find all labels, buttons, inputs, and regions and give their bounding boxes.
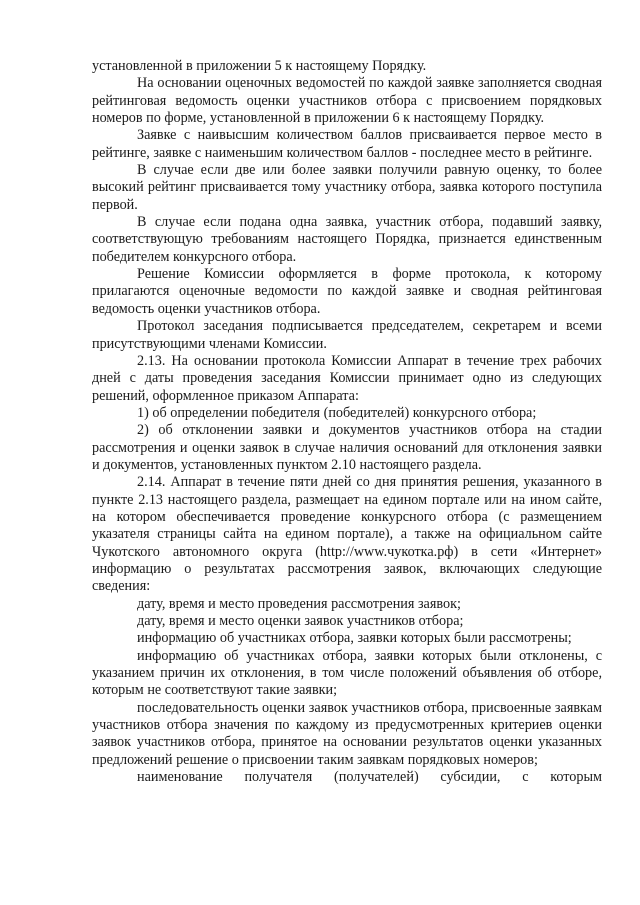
list-item-rejected-participants: информацию об участниках отбора, заявки которых были отклонены, с указанием причин их отклонения, в том числе положений объявления об отборе, которым не соответствуют такие заявки; [92,647,602,699]
list-item-review-datetime: дату, время и место проведения рассмотрения заявок; [137,595,461,612]
list-item-reviewed-participants: информацию об участниках отбора, заявки которых были рассмотрены; [137,630,572,647]
paragraph-section-2-14: 2.14. Аппарат в течение пяти дней со дня принятия решения, указанного в пункте 2.13 настоящего раздела, размещает на едином портале или на ином сайте, на котором обеспечивается проведение конкурсного отбора (с размещением указателя страницы сайта на едином портале), а также на официальном сайте Чукотского автономного округа (http://www.чукотка.рф) в сети «Интернет» информацию о результатах рассмотрения заявок, включающих следующие сведения: [92,474,602,595]
paragraph-summary-sheet: На основании оценочных ведомостей по каждой заявке заполняется сводная рейтинговая ведомость оценки участников отбора с присвоением порядковых номеров по форме, установленной в приложении 6 к настоящему Порядку. [92,75,602,127]
list-item-decision-1: 1) об определении победителя (победителей) конкурсного отбора; [137,404,537,421]
list-item-evaluation-datetime: дату, время и место оценки заявок участников отбора; [137,613,464,629]
paragraph-single-application: В случае если подана одна заявка, участник отбора, подавший заявку, соответствующую требованиям настоящего Порядка, признается единственным победителем конкурсного отбора. [92,214,602,265]
list-item-decision-2: 2) об отклонении заявки и документов участников отбора на стадии рассмотрения и оценки заявок в случае наличия оснований для отклонения заявки и документов, установленных пунктом 2.10 настоящего раздела. [92,422,602,473]
list-item-recipient-name: наименование получателя (получателей) субсидии, с которым [137,769,602,786]
document-page [92,58,602,786]
paragraph-commission-decision: Решение Комиссии оформляется в форме протокола, к которому прилагаются оценочные ведомости по каждой заявке и сводная рейтинговая ведомость оценки участников отбора. [92,266,602,317]
paragraph-ranking: Заявке с наивысшим количеством баллов присваивается первое место в рейтинге, заявке с наименьшим количеством баллов - последнее место в рейтинге. [92,127,602,161]
list-item-evaluation-sequence: последовательность оценки заявок участников отбора, присвоенные заявкам участников отбора значения по каждому из предусмотренных критериев оценки заявок участников отбора, принятое на основании результатов оценки указанных предложений решение о присвоении таким заявкам порядковых номеров; [92,699,602,768]
paragraph-protocol-signing: Протокол заседания подписывается председателем, секретарем и всеми присутствующими членами Комиссии. [92,318,602,352]
paragraph-equal-score: В случае если две или более заявки получили равную оценку, то более высокий рейтинг присваивается тому участнику отбора, заявка которого поступила первой. [92,162,602,213]
paragraph-section-2-13: 2.13. На основании протокола Комиссии Аппарат в течение трех рабочих дней с даты проведения заседания Комиссии принимает одно из следующих решений, оформленное приказом Аппарата: [92,352,602,404]
paragraph-continuation: установленной в приложении 5 к настоящему Порядку. [92,58,427,74]
